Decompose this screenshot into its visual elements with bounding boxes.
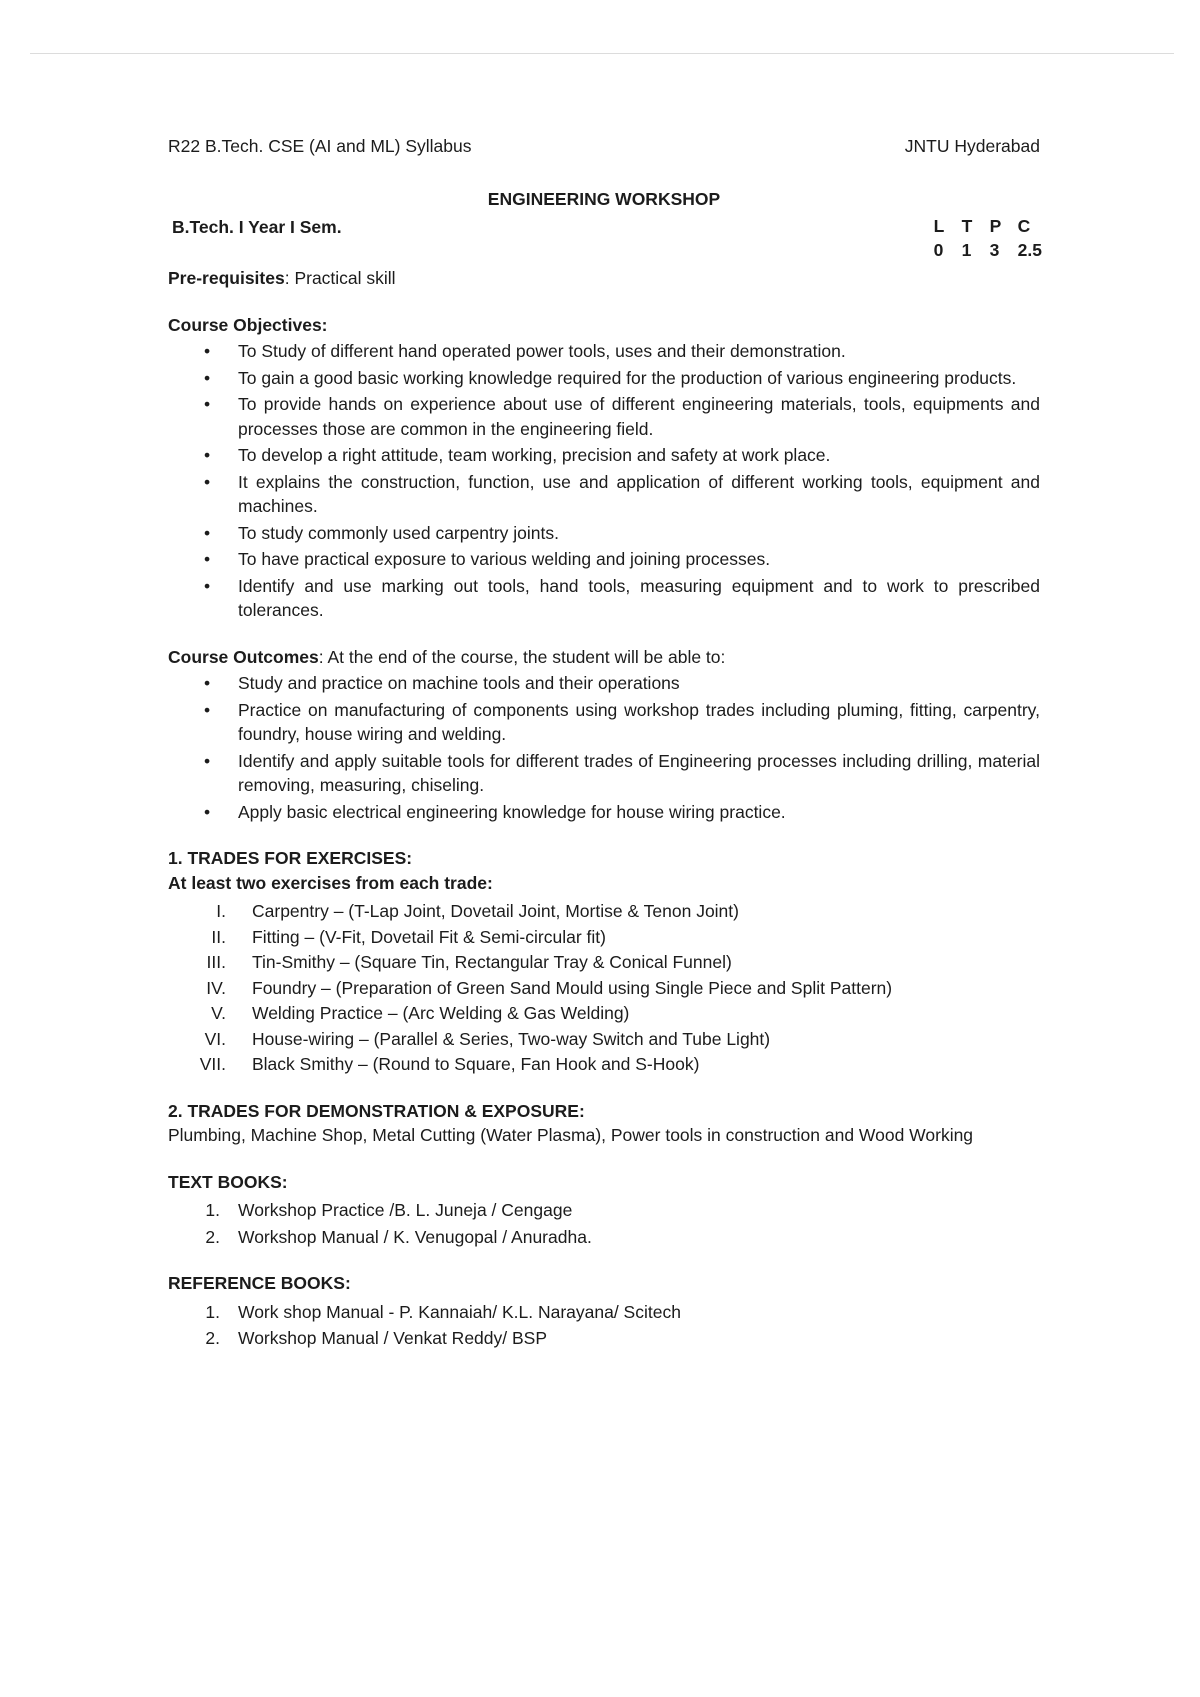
list-item-text: Practice on manufacturing of components using workshop trades including pluming, fitting, carpentry, foundry, house wiring and welding. — [238, 699, 1040, 745]
list-item-text: To have practical exposure to various welding and joining processes. — [238, 549, 771, 570]
trades-list — [168, 899, 1040, 1077]
ltpc-header-cell: L — [933, 216, 945, 236]
list-item-text: Identify and use marking out tools, hand tools, measuring equipment and to work to prescribed tolerances. — [238, 575, 1040, 621]
trades-for-exercises — [168, 846, 1040, 1077]
demonstration-heading: 2. TRADES FOR DEMONSTRATION & EXPOSURE: — [168, 1100, 585, 1121]
list-item — [168, 1001, 1040, 1026]
list-item-text: Welding Practice – (Arc Welding & Gas Welding) — [252, 1003, 630, 1024]
bullet-icon: • — [204, 549, 211, 570]
bullet-icon: • — [204, 367, 211, 388]
list-item — [168, 521, 1040, 546]
list-item — [168, 1326, 1040, 1351]
trades-heading: 1. TRADES FOR EXERCISES: — [168, 848, 413, 869]
text-books-list — [168, 1198, 1040, 1249]
objectives-heading: Course Objectives: — [168, 314, 328, 335]
bullet-icon: • — [204, 750, 211, 771]
ltpc-value-cell: 2.5 — [1017, 239, 1042, 260]
list-item — [168, 339, 1040, 364]
reference-books-heading: REFERENCE BOOKS: — [168, 1273, 351, 1294]
list-item-text: It explains the construction, function, use and application of different working tools, equipment and machines. — [238, 471, 1040, 517]
list-item — [168, 1198, 1040, 1223]
list-item-number: 2. — [205, 1226, 220, 1247]
list-item — [168, 547, 1040, 572]
ltpc-header-row — [934, 215, 1042, 239]
prerequisites — [168, 266, 1040, 291]
list-item-text: To develop a right attitude, team working, precision and safety at work place. — [238, 445, 831, 466]
list-item — [168, 1225, 1040, 1250]
ltpc-table — [934, 215, 1042, 262]
list-item-number: VII. — [199, 1054, 226, 1075]
list-item-text: To study commonly used carpentry joints. — [238, 522, 559, 543]
bullet-icon: • — [204, 575, 211, 596]
trades-for-demonstration — [168, 1099, 1040, 1148]
list-item — [168, 698, 1040, 747]
list-item-number: VI. — [204, 1028, 226, 1049]
reference-books-list — [168, 1300, 1040, 1351]
ltpc-header-cell: T — [961, 216, 973, 236]
list-item-text: Workshop Practice /B. L. Juneja / Cengage — [238, 1200, 573, 1221]
list-item-text: Workshop Manual / K. Venugopal / Anuradha. — [238, 1226, 592, 1247]
list-item-number: 1. — [205, 1301, 220, 1322]
list-item-text: Black Smithy – (Round to Square, Fan Hook and S-Hook) — [252, 1054, 700, 1075]
bullet-icon: • — [204, 699, 211, 720]
ltpc-value-cell: 0 — [933, 239, 944, 260]
list-item — [168, 366, 1040, 391]
bullet-icon: • — [204, 522, 211, 543]
semester-row — [168, 215, 1040, 262]
list-item-number: IV. — [206, 977, 226, 998]
outcomes-intro: : At the end of the course, the student will be able to: — [318, 646, 726, 667]
list-item — [168, 443, 1040, 468]
list-item — [168, 1300, 1040, 1325]
list-item — [168, 899, 1040, 924]
list-item-text: Apply basic electrical engineering knowledge for house wiring practice. — [238, 801, 786, 822]
header-right: JNTU Hyderabad — [904, 136, 1040, 156]
demonstration-text: Plumbing, Machine Shop, Metal Cutting (Water Plasma), Power tools in construction and Wood Working — [168, 1125, 974, 1146]
list-item-number: III. — [206, 952, 226, 973]
list-item — [168, 950, 1040, 975]
list-item — [168, 392, 1040, 441]
ltpc-value-row — [934, 239, 1042, 263]
list-item-number: I. — [216, 901, 226, 922]
list-item-text: Foundry – (Preparation of Green Sand Mould using Single Piece and Split Pattern) — [252, 977, 893, 998]
syllabus-page — [168, 134, 1040, 1353]
ltpc-header-cell: C — [1017, 216, 1031, 236]
list-item-text: Fitting – (V-Fit, Dovetail Fit & Semi-circular fit) — [252, 926, 606, 947]
list-item-text: Tin-Smithy – (Square Tin, Rectangular Tray & Conical Funnel) — [252, 952, 732, 973]
list-item-text: To Study of different hand operated power tools, uses and their demonstration. — [238, 341, 846, 362]
list-item — [168, 925, 1040, 950]
semester-label: B.Tech. I Year I Sem. — [172, 217, 342, 237]
list-item-number: 2. — [205, 1328, 220, 1349]
list-item — [168, 671, 1040, 696]
trades-subheading: At least two exercises from each trade: — [168, 872, 493, 893]
bullet-icon: • — [204, 471, 211, 492]
list-item — [168, 1052, 1040, 1077]
course-objectives — [168, 313, 1040, 623]
prerequisites-label: Pre-requisites — [168, 268, 285, 289]
course-outcomes — [168, 645, 1040, 825]
ltpc-value-cell: 1 — [961, 239, 972, 260]
list-item-number: 1. — [205, 1200, 220, 1221]
bullet-icon: • — [204, 394, 211, 415]
outcomes-list — [168, 671, 1040, 824]
list-item-text: Work shop Manual - P. Kannaiah/ K.L. Narayana/ Scitech — [238, 1301, 681, 1322]
page-header — [168, 134, 1040, 159]
header-left: R22 B.Tech. CSE (AI and ML) Syllabus — [168, 136, 472, 156]
ltpc-header-cell: P — [989, 216, 1002, 236]
ltpc-value-cell: 3 — [989, 239, 1000, 260]
list-item — [168, 470, 1040, 519]
objectives-list — [168, 339, 1040, 623]
list-item-text: To provide hands on experience about use of different engineering materials, tools, equipments and processes those are common in the engineering field. — [238, 394, 1040, 439]
prerequisites-value: : Practical skill — [284, 268, 396, 289]
list-item-text: Carpentry – (T-Lap Joint, Dovetail Joint, Mortise & Tenon Joint) — [252, 901, 739, 922]
list-item-text: Study and practice on machine tools and their operations — [238, 673, 680, 694]
text-books — [168, 1170, 1040, 1250]
list-item-text: Identify and apply suitable tools for different trades of Engineering processes including drilling, material removing, measuring, chiseling. — [238, 750, 1040, 796]
bullet-icon: • — [204, 445, 211, 466]
list-item — [168, 800, 1040, 825]
reference-books — [168, 1271, 1040, 1351]
course-title: ENGINEERING WORKSHOP — [487, 188, 721, 209]
list-item-text: Workshop Manual / Venkat Reddy/ BSP — [238, 1328, 548, 1349]
list-item-text: House-wiring – (Parallel & Series, Two-way Switch and Tube Light) — [252, 1028, 771, 1049]
list-item-text: To gain a good basic working knowledge required for the production of various engineering products. — [238, 367, 1017, 388]
bullet-icon: • — [204, 673, 211, 694]
bullet-icon: • — [204, 341, 211, 362]
list-item — [168, 1027, 1040, 1052]
list-item — [168, 574, 1040, 623]
list-item — [168, 749, 1040, 798]
bullet-icon: • — [204, 801, 211, 822]
list-item-number: II. — [211, 926, 226, 947]
text-books-heading: TEXT BOOKS: — [168, 1171, 288, 1192]
list-item-number: V. — [211, 1003, 226, 1024]
outcomes-heading: Course Outcomes — [168, 646, 319, 667]
top-divider — [30, 53, 1174, 54]
list-item — [168, 976, 1040, 1001]
